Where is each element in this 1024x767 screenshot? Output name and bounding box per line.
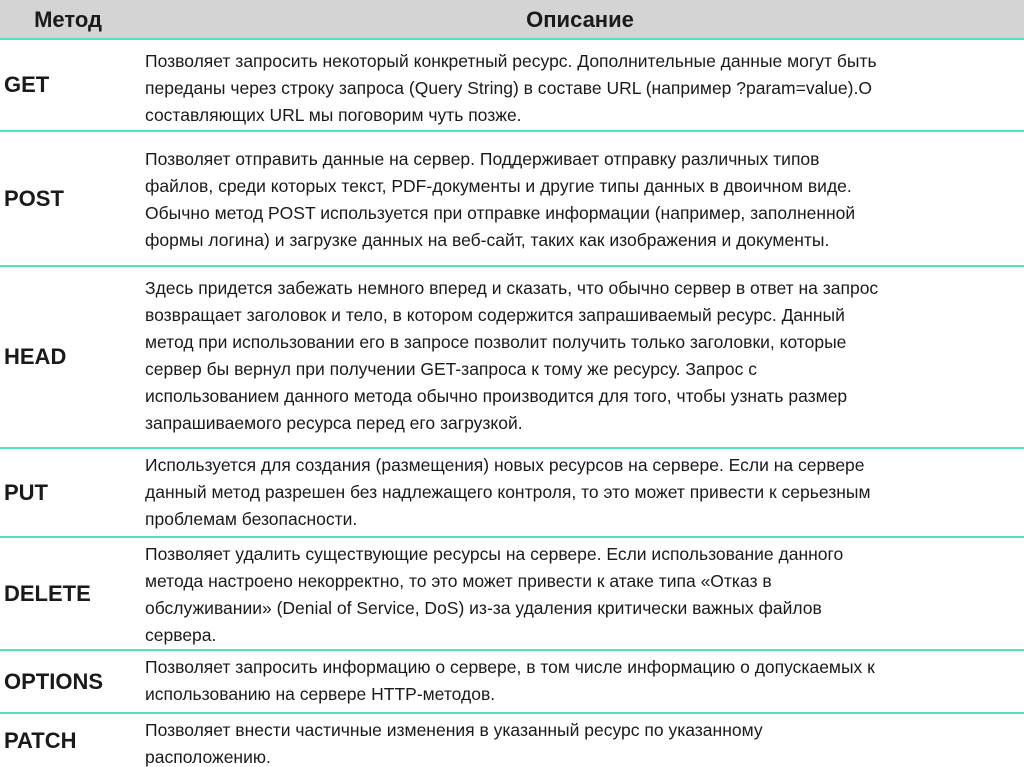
description-line: Позволяет удалить существующие ресурсы на сервере. Если использование данного [145, 544, 844, 564]
description-line: использованием данного метода обычно производится для того, чтобы узнать размер [145, 386, 848, 406]
description-line: возвращает заголовок и тело, в котором содержится запрашиваемый ресурс. Данный [145, 305, 845, 325]
description-line: Используется для создания (размещения) новых ресурсов на сервере. Если на сервере [145, 455, 865, 475]
description-line: файлов, среди которых текст, PDF-документы и другие типы данных в двоичном виде. [145, 176, 852, 196]
table-header [0, 0, 1024, 38]
description-line: проблемам безопасности. [145, 509, 358, 529]
method-description [145, 452, 1015, 533]
description-line: сервер бы вернул при получении GET-запроса к тому же ресурсу. Запрос с [145, 359, 758, 379]
description-line: Позволяет запросить некоторый конкретный ресурс. Дополнительные данные могут быть [145, 51, 877, 71]
description-line: данный метод разрешен без надлежащего контроля, то это может привести к серьезным [145, 482, 871, 502]
description-line: Здесь придется забежать немного вперед и сказать, что обычно сервер в ответ на запрос [145, 278, 879, 298]
method-name: HEAD [4, 344, 67, 369]
table-row [0, 449, 1024, 536]
table-row [0, 40, 1024, 130]
method-description [145, 654, 1015, 708]
header-method: Метод [34, 7, 102, 32]
method-name: PUT [4, 479, 48, 505]
table-row [0, 714, 1024, 767]
description-line: расположению. [145, 747, 271, 767]
table-row [0, 132, 1024, 265]
method-name: POST [4, 185, 64, 211]
description-line: использованию на сервере HTTP-методов. [145, 684, 496, 704]
method-description [145, 146, 1015, 254]
description-line: Позволяет внести частичные изменения в указанный ресурс по указанному [145, 720, 763, 740]
method-description [145, 717, 1015, 767]
description-line: формы логина) и загрузке данных на веб-сайт, таких как изображения и документы. [145, 230, 830, 250]
description-line: Позволяет запросить информацию о сервере, в том числе информацию о допускаемых к [145, 657, 875, 677]
description-line: Позволяет отправить данные на сервер. Поддерживает отправку различных типов [145, 149, 820, 169]
description-line: метод при использовании его в запросе позволит получить только заголовки, которые [145, 332, 847, 352]
description-line: метода настроено некорректно, то это может привести к атаке типа «Отказ в [145, 571, 772, 591]
method-name: PATCH [4, 727, 77, 753]
description-line: переданы через строку запроса (Query String) в составе URL (например ?param=value).О [145, 78, 872, 98]
method-description [145, 541, 1015, 649]
table-row [0, 651, 1024, 712]
method-description [145, 48, 1015, 129]
method-description [145, 275, 1015, 437]
table-row [0, 267, 1024, 447]
description-line: сервера. [145, 625, 217, 645]
method-name: GET [4, 72, 50, 97]
method-name: DELETE [4, 580, 91, 606]
table-row [0, 538, 1024, 649]
description-line: Обычно метод POST используется при отправке информации (например, заполненной [145, 203, 856, 223]
description-line: запрашиваемого ресурса перед его загрузкой. [145, 413, 523, 433]
description-line: обслуживании» (Denial of Service, DoS) из-за удаления критически важных файлов [145, 598, 822, 618]
description-line: составляющих URL мы поговорим чуть позже. [145, 105, 522, 125]
method-name: OPTIONS [4, 668, 104, 694]
header-description: Описание [526, 7, 634, 32]
